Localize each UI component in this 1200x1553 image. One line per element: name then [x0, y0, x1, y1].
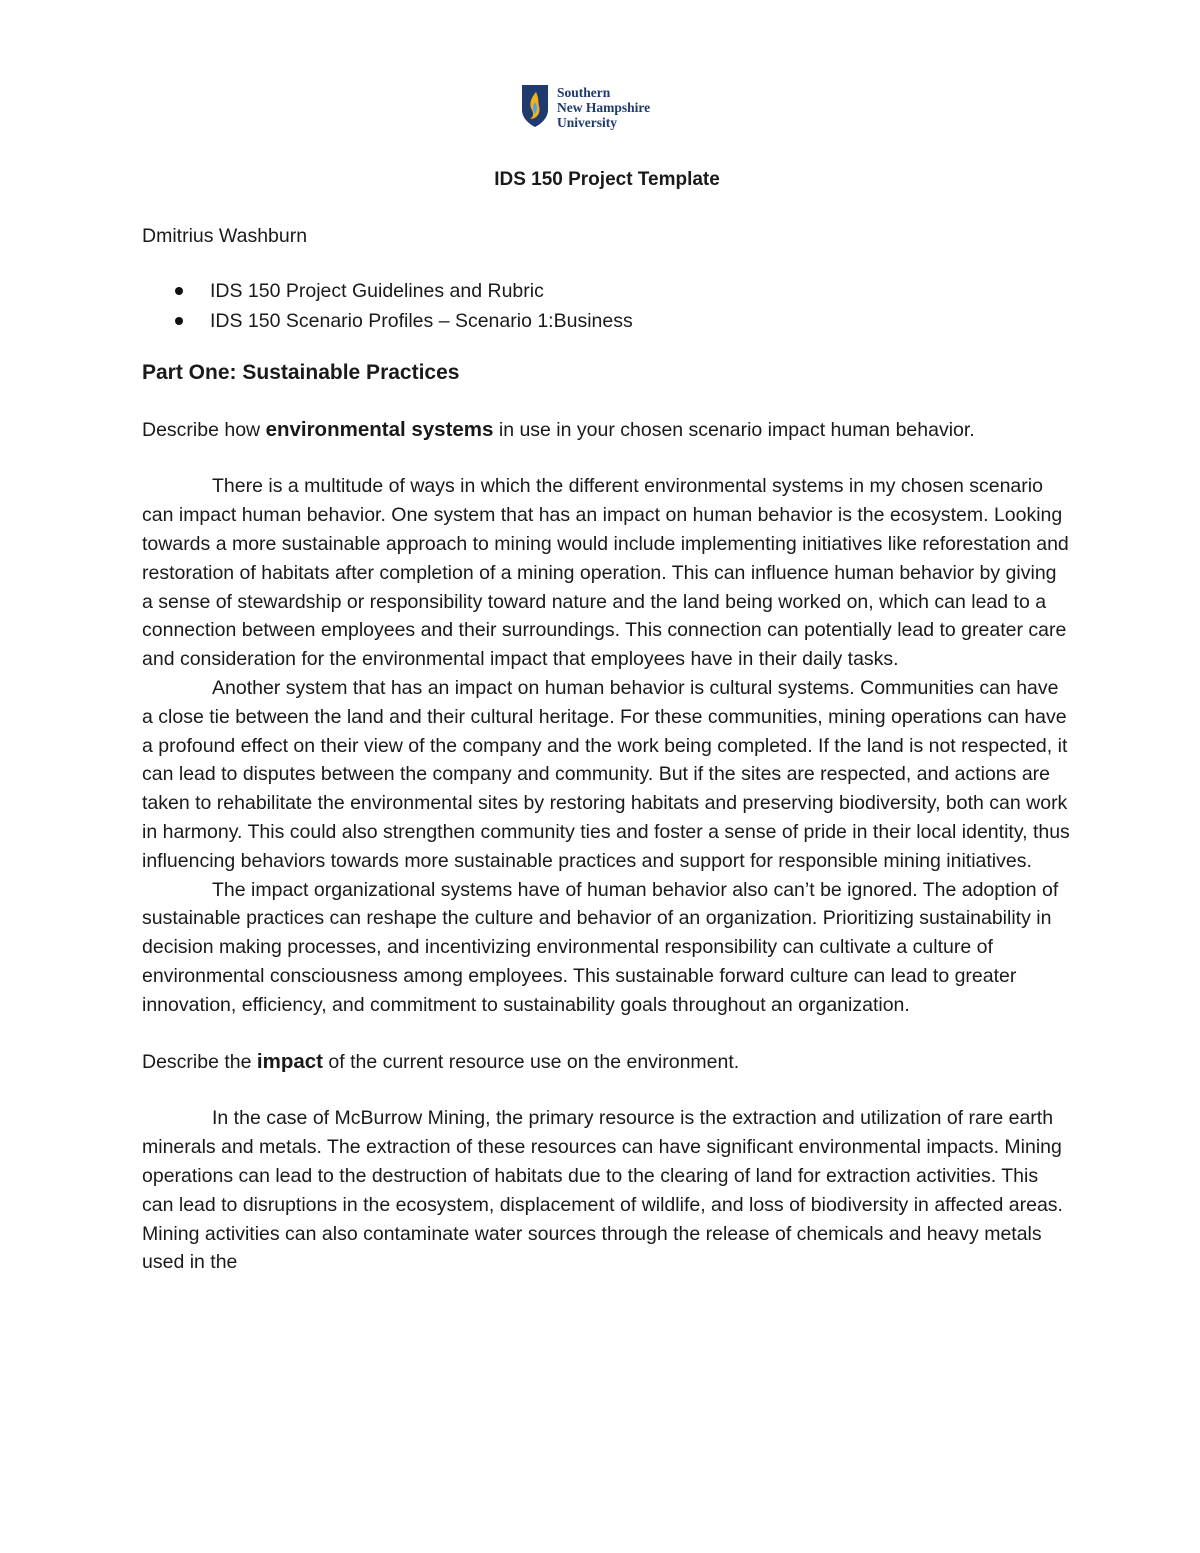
answer-1-paragraph-2: Another system that has an impact on human behavior is cultural systems. Communities can have a close tie between the land and their cultural heritage. For these communities, mining operations can have a profound effect on their view of the company and the work being completed. If the land is not respected, it can lead to disputes between the company and community. But if the sites are respected, and actions are taken to rehabilitate the environmental sites by restoring habitats and preserving biodiversity, both can work in harmony. This could also strengthen community ties and foster a sense of pride in their local identity, thus influencing behaviors towards more sustainable practices and support for responsible mining initiatives.	[142, 676, 1070, 872]
logo-line-1: Southern	[557, 85, 611, 100]
logo-line-2: New Hampshire	[557, 100, 651, 115]
reference-text: IDS 150 Project Guidelines and Rubric	[210, 279, 544, 302]
prompt-2-after: of the current resource use on the environment.	[322, 1050, 740, 1073]
logo-wordmark	[557, 85, 650, 130]
reference-item	[142, 307, 1072, 335]
bullet-icon	[175, 317, 183, 325]
reference-item	[142, 277, 1072, 305]
snhu-logo	[521, 84, 650, 130]
reference-text: IDS 150 Scenario Profiles – Scenario 1:Business	[210, 309, 633, 332]
prompt-1-before: Describe how	[142, 418, 266, 441]
bullet-icon	[175, 287, 183, 295]
document-title: IDS 150 Project Template	[494, 169, 720, 190]
prompt-question-2	[142, 1048, 1072, 1077]
shield-flame-icon	[521, 84, 549, 128]
logo-line-3: University	[557, 115, 617, 130]
answer-1-paragraph-3: The impact organizational systems have of human behavior also can’t be ignored. The adoption of sustainable practices can reshape the culture and behavior of an organization. Prioritizing sustainability in decision making processes, and incentivizing environmental responsibility can cultivate a culture of environmental consciousness among employees. This sustainable forward culture can lead to greater innovation, efficiency, and commitment to sustainability goals throughout an organization.	[142, 878, 1059, 1016]
answer-1	[142, 472, 1072, 1019]
prompt-2-emphasis: impact	[256, 1049, 323, 1073]
prompt-1-after: in use in your chosen scenario impact human behavior.	[493, 418, 975, 441]
part-heading: Part One: Sustainable Practices	[142, 360, 460, 384]
document-body	[142, 166, 1072, 1277]
prompt-1-emphasis: environmental systems	[265, 417, 494, 441]
answer-2	[142, 1104, 1072, 1277]
reference-list	[142, 277, 1072, 335]
answer-2-paragraph-1: In the case of McBurrow Mining, the primary resource is the extraction and utilization of rare earth minerals and metals. The extraction of these resources can have significant environmental impacts. Mining operations can lead to the destruction of habitats due to the clearing of land for extraction activities. This can lead to disruptions in the ecosystem, displacement of wildlife, and loss of biodiversity in affected areas. Mining activities can also contaminate water sources through the release of chemicals and heavy metals used in the	[142, 1107, 1063, 1274]
prompt-2-before: Describe the	[142, 1050, 257, 1073]
prompt-question-1	[142, 416, 1072, 445]
answer-1-paragraph-1: There is a multitude of ways in which the different environmental systems in my chosen scenario can impact human behavior. One system that has an impact on human behavior is the ecosystem. Looking towards a more sustainable approach to mining would include implementing initiatives like reforestation and restoration of habitats after completion of a mining operation. This can influence human behavior by giving a sense of stewardship or responsibility toward nature and the land being worked on, which can lead to a connection between employees and their surroundings. This connection can potentially lead to greater care and consideration for the environmental impact that employees have in their daily tasks.	[142, 475, 1069, 671]
author-name: Dmitrius Washburn	[142, 225, 308, 247]
